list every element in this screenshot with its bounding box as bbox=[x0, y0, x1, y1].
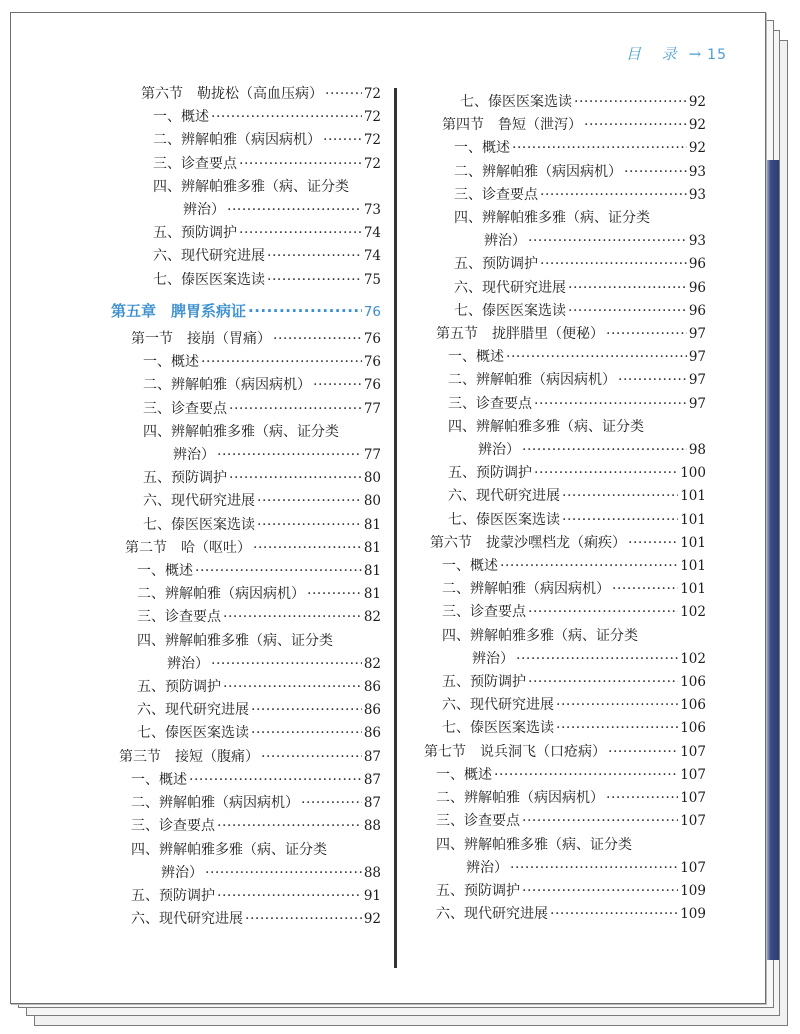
dot-leader bbox=[261, 746, 362, 769]
toc-subsection-entry bbox=[416, 485, 706, 508]
toc-entry-page: 93 bbox=[688, 233, 706, 250]
toc-entry-page: 98 bbox=[688, 442, 706, 459]
toc-subsection-entry bbox=[416, 764, 706, 787]
dot-leader bbox=[217, 444, 362, 467]
toc-subsection-entry bbox=[416, 207, 706, 230]
dot-leader bbox=[229, 398, 362, 421]
toc-section-entry bbox=[416, 532, 706, 555]
toc-subsection-entry bbox=[111, 421, 381, 444]
toc-entry-title: 二、辨解帕雅（病因病机） bbox=[153, 132, 321, 149]
toc-entry-page: 82 bbox=[363, 655, 381, 672]
toc-entry-page: 80 bbox=[363, 470, 381, 487]
toc-subsection-entry bbox=[416, 346, 706, 369]
toc-entry-page: 102 bbox=[680, 650, 706, 667]
toc-entry-title: 三、诊查要点 bbox=[131, 818, 215, 835]
toc-subsection-entry bbox=[111, 583, 381, 606]
toc-entry-page: 86 bbox=[363, 725, 381, 742]
toc-subsection-entry bbox=[416, 230, 706, 253]
toc-entry-title: 辨治） bbox=[478, 442, 520, 459]
toc-entry-page: 106 bbox=[680, 720, 706, 737]
toc-entry-title: 七、傣医医案选读 bbox=[448, 511, 560, 528]
toc-entry-page: 92 bbox=[688, 117, 706, 134]
dot-leader bbox=[251, 722, 362, 745]
dot-leader bbox=[500, 555, 678, 578]
toc-entry-title: 二、辨解帕雅（病因病机） bbox=[442, 581, 610, 598]
toc-subsection-entry bbox=[111, 199, 381, 222]
toc-entry-title: 二、辨解帕雅（病因病机） bbox=[131, 795, 299, 812]
toc-entry-title: 四、辨解帕雅多雅（病、证分类 bbox=[131, 841, 327, 858]
toc-subsection-entry bbox=[416, 648, 706, 671]
toc-entry-page: 93 bbox=[688, 163, 706, 180]
toc-entry-title: 一、概述 bbox=[153, 109, 209, 126]
dot-leader bbox=[628, 532, 678, 555]
dot-leader bbox=[494, 764, 678, 787]
toc-entry-page: 80 bbox=[363, 493, 381, 510]
dot-leader bbox=[273, 328, 362, 351]
toc-left-column bbox=[111, 83, 381, 931]
dot-leader bbox=[239, 222, 362, 245]
toc-entry-page: 101 bbox=[680, 558, 706, 575]
toc-subsection-entry bbox=[111, 245, 381, 268]
dot-leader bbox=[550, 903, 678, 926]
toc-entry-title: 二、辨解帕雅（病因病机） bbox=[454, 163, 622, 180]
dot-leader bbox=[534, 393, 687, 416]
toc-subsection-entry bbox=[416, 416, 706, 439]
toc-subsection-entry bbox=[111, 222, 381, 245]
toc-entry-title: 二、辨解帕雅（病因病机） bbox=[143, 377, 311, 394]
dot-leader bbox=[534, 462, 678, 485]
toc-entry-title: 一、概述 bbox=[143, 354, 199, 371]
toc-section-entry bbox=[416, 114, 706, 137]
toc-entry-page: 81 bbox=[363, 586, 381, 603]
toc-entry-page: 96 bbox=[688, 256, 706, 273]
toc-page bbox=[10, 12, 766, 1004]
toc-subsection-entry bbox=[111, 676, 381, 699]
toc-subsection-entry bbox=[416, 300, 706, 323]
dot-leader bbox=[510, 857, 678, 880]
toc-entry-page: 82 bbox=[363, 609, 381, 626]
toc-subsection-entry bbox=[416, 369, 706, 392]
toc-subsection-entry bbox=[416, 184, 706, 207]
toc-entry-title: 第一节 接崩（胃痛） bbox=[131, 331, 271, 348]
toc-subsection-entry bbox=[416, 509, 706, 532]
toc-entry-title: 六、现代研究进展 bbox=[454, 279, 566, 296]
toc-entry-title: 三、诊查要点 bbox=[448, 395, 532, 412]
toc-entry-page: 77 bbox=[363, 400, 381, 417]
toc-entry-title: 六、现代研究进展 bbox=[143, 493, 255, 510]
toc-entry-title: 五、预防调护 bbox=[436, 882, 520, 899]
toc-entry-page: 106 bbox=[680, 674, 706, 691]
dot-leader bbox=[612, 578, 678, 601]
toc-entry-page: 109 bbox=[680, 882, 706, 899]
toc-entry-title: 一、概述 bbox=[436, 766, 492, 783]
header-title: 目 录 bbox=[625, 45, 685, 63]
toc-entry-page: 109 bbox=[680, 906, 706, 923]
toc-subsection-entry bbox=[111, 106, 381, 129]
toc-entry-page: 97 bbox=[688, 395, 706, 412]
toc-subsection-entry bbox=[111, 862, 381, 885]
toc-section-entry bbox=[111, 537, 381, 560]
toc-entry-page: 97 bbox=[688, 372, 706, 389]
toc-entry-title: 五、预防调护 bbox=[143, 470, 227, 487]
dot-leader bbox=[522, 439, 687, 462]
toc-entry-title: 一、概述 bbox=[131, 771, 187, 788]
arrow-right-icon: → bbox=[688, 45, 704, 63]
toc-entry-page: 86 bbox=[363, 702, 381, 719]
toc-entry-title: 辨治） bbox=[466, 859, 508, 876]
toc-entry-page: 72 bbox=[363, 155, 381, 172]
toc-entry-title: 七、傣医医案选读 bbox=[454, 302, 566, 319]
toc-entry-title: 六、现代研究进展 bbox=[442, 697, 554, 714]
toc-subsection-entry bbox=[111, 153, 381, 176]
dot-leader bbox=[540, 253, 687, 276]
toc-subsection-entry bbox=[111, 176, 381, 199]
toc-subsection-entry bbox=[416, 787, 706, 810]
dot-leader bbox=[205, 862, 362, 885]
toc-subsection-entry bbox=[416, 253, 706, 276]
dot-leader bbox=[229, 467, 362, 490]
toc-entry-title: 六、现代研究进展 bbox=[137, 702, 249, 719]
dot-leader bbox=[528, 671, 678, 694]
dot-leader bbox=[211, 653, 362, 676]
toc-subsection-entry bbox=[111, 839, 381, 862]
toc-entry-page: 73 bbox=[363, 202, 381, 219]
toc-entry-title: 第二节 哈（呕吐） bbox=[125, 539, 251, 556]
toc-subsection-entry bbox=[111, 630, 381, 653]
toc-entry-page: 87 bbox=[363, 795, 381, 812]
toc-subsection-entry bbox=[416, 903, 706, 926]
toc-subsection-entry bbox=[416, 880, 706, 903]
dot-leader bbox=[245, 908, 362, 931]
running-header bbox=[626, 43, 727, 64]
dot-leader bbox=[211, 106, 362, 129]
toc-entry-title: 四、辨解帕雅多雅（病、证分类 bbox=[436, 836, 632, 853]
toc-entry-page: 102 bbox=[680, 604, 706, 621]
toc-subsection-entry bbox=[416, 601, 706, 624]
toc-entry-title: 一、概述 bbox=[448, 349, 504, 366]
toc-entry-page: 76 bbox=[363, 377, 381, 394]
toc-entry-title: 六、现代研究进展 bbox=[153, 248, 265, 265]
toc-entry-page: 76 bbox=[363, 303, 381, 320]
toc-entry-title: 二、辨解帕雅（病因病机） bbox=[436, 790, 604, 807]
dot-leader bbox=[522, 880, 678, 903]
toc-subsection-entry bbox=[416, 717, 706, 740]
toc-entry-page: 107 bbox=[680, 743, 706, 760]
dot-leader bbox=[562, 485, 678, 508]
toc-entry-title: 四、辨解帕雅多雅（病、证分类 bbox=[143, 423, 339, 440]
dot-leader bbox=[267, 245, 362, 268]
toc-entry-title: 七、傣医医案选读 bbox=[460, 94, 572, 110]
dot-leader bbox=[522, 810, 678, 833]
toc-entry-title: 二、辨解帕雅（病因病机） bbox=[137, 586, 305, 603]
dot-leader bbox=[556, 717, 678, 740]
toc-entry-title: 四、辨解帕雅多雅（病、证分类 bbox=[153, 178, 349, 195]
toc-subsection-entry bbox=[416, 625, 706, 648]
toc-entry-title: 第六节 拢蒙沙嘿档龙（痢疾） bbox=[430, 534, 626, 551]
toc-entry-title: 六、现代研究进展 bbox=[131, 911, 243, 928]
toc-subsection-entry bbox=[416, 671, 706, 694]
toc-entry-title: 辨治） bbox=[167, 655, 209, 672]
toc-subsection-entry bbox=[111, 398, 381, 421]
toc-entry-page: 72 bbox=[363, 132, 381, 149]
toc-entry-page: 92 bbox=[363, 911, 381, 928]
toc-entry-page: 88 bbox=[363, 864, 381, 881]
toc-subsection-entry bbox=[111, 129, 381, 152]
toc-subsection-entry bbox=[416, 462, 706, 485]
toc-entry-page: 107 bbox=[680, 859, 706, 876]
toc-entry-page: 87 bbox=[363, 748, 381, 765]
toc-subsection-entry bbox=[111, 514, 381, 537]
toc-right-column bbox=[416, 91, 706, 926]
toc-entry-title: 第五节 拢胖腊里（便秘） bbox=[436, 326, 604, 343]
toc-entry-page: 96 bbox=[688, 279, 706, 296]
toc-subsection-entry bbox=[416, 393, 706, 416]
column-divider bbox=[394, 88, 397, 968]
toc-subsection-entry bbox=[416, 810, 706, 833]
toc-subsection-entry bbox=[111, 769, 381, 792]
toc-subsection-entry bbox=[111, 792, 381, 815]
dot-leader bbox=[313, 374, 362, 397]
page-number: 15 bbox=[707, 47, 727, 63]
toc-entry-title: 五、预防调护 bbox=[454, 256, 538, 273]
toc-entry-title: 三、诊查要点 bbox=[454, 186, 538, 203]
toc-entry-page: 72 bbox=[363, 86, 381, 102]
toc-entry-page: 93 bbox=[688, 186, 706, 203]
toc-entry-page: 77 bbox=[363, 447, 381, 464]
toc-subsection-entry bbox=[111, 908, 381, 931]
toc-entry-title: 五、预防调护 bbox=[448, 465, 532, 482]
toc-section-entry bbox=[416, 741, 706, 764]
toc-entry-title: 七、傣医医案选读 bbox=[137, 725, 249, 742]
toc-entry-title: 辨治） bbox=[472, 650, 514, 667]
toc-entry-page: 100 bbox=[680, 465, 706, 482]
dot-leader bbox=[323, 129, 362, 152]
toc-entry-page: 101 bbox=[680, 581, 706, 598]
toc-entry-page: 81 bbox=[363, 539, 381, 556]
dot-leader bbox=[528, 601, 678, 624]
toc-subsection-entry bbox=[111, 653, 381, 676]
dot-leader bbox=[257, 490, 362, 513]
toc-entry-title: 三、诊查要点 bbox=[137, 609, 221, 626]
toc-subsection-entry bbox=[111, 374, 381, 397]
toc-entry-page: 101 bbox=[680, 511, 706, 528]
toc-entry-title: 三、诊查要点 bbox=[153, 155, 237, 172]
toc-section-entry bbox=[111, 328, 381, 351]
toc-entry-page: 86 bbox=[363, 679, 381, 696]
dot-leader bbox=[201, 351, 362, 374]
dot-leader bbox=[239, 153, 362, 176]
toc-entry-page: 87 bbox=[363, 771, 381, 788]
toc-entry-page: 76 bbox=[363, 354, 381, 371]
toc-subsection-entry bbox=[111, 560, 381, 583]
toc-entry-title: 七、傣医医案选读 bbox=[153, 271, 265, 288]
dot-leader bbox=[556, 694, 678, 717]
toc-entry-title: 七、傣医医案选读 bbox=[143, 516, 255, 533]
toc-entry-title: 七、傣医医案选读 bbox=[442, 720, 554, 737]
dot-leader bbox=[512, 137, 687, 160]
toc-subsection-entry bbox=[416, 137, 706, 160]
toc-subsection-entry bbox=[111, 467, 381, 490]
toc-subsection-entry bbox=[416, 91, 706, 114]
toc-subsection-entry bbox=[416, 578, 706, 601]
dot-leader bbox=[606, 787, 678, 810]
toc-subsection-entry bbox=[416, 439, 706, 462]
toc-entry-title: 第三节 接短（腹痛） bbox=[119, 748, 259, 765]
dot-leader bbox=[618, 369, 687, 392]
toc-entry-title: 辨治） bbox=[161, 864, 203, 881]
toc-entry-title: 第六节 勒拢松（高血压病） bbox=[141, 86, 323, 102]
dot-leader bbox=[248, 300, 362, 323]
toc-chapter-entry bbox=[111, 292, 381, 328]
toc-entry-title: 四、辨解帕雅多雅（病、证分类 bbox=[448, 418, 644, 435]
toc-subsection-entry bbox=[111, 885, 381, 908]
dot-leader bbox=[257, 514, 362, 537]
toc-subsection-entry bbox=[111, 606, 381, 629]
toc-entry-page: 97 bbox=[688, 326, 706, 343]
dot-leader bbox=[608, 741, 678, 764]
toc-subsection-entry bbox=[111, 815, 381, 838]
toc-entry-title: 辨治） bbox=[173, 447, 215, 464]
toc-section-entry bbox=[111, 83, 381, 106]
dot-leader bbox=[584, 114, 687, 137]
dot-leader bbox=[251, 699, 362, 722]
dot-leader bbox=[568, 277, 687, 300]
toc-entry-title: 第七节 说兵洞飞（口疮病） bbox=[424, 743, 606, 760]
dot-leader bbox=[253, 537, 362, 560]
toc-entry-page: 74 bbox=[363, 225, 381, 242]
toc-subsection-entry bbox=[416, 277, 706, 300]
toc-entry-page: 107 bbox=[680, 813, 706, 830]
toc-entry-page: 76 bbox=[363, 331, 381, 348]
toc-subsection-entry bbox=[111, 269, 381, 292]
dot-leader bbox=[516, 648, 678, 671]
dot-leader bbox=[267, 269, 362, 292]
dot-leader bbox=[562, 509, 678, 532]
dot-leader bbox=[223, 676, 362, 699]
toc-entry-title: 辨治） bbox=[183, 202, 225, 219]
toc-entry-title: 五、预防调护 bbox=[137, 679, 221, 696]
dot-leader bbox=[574, 91, 687, 114]
toc-entry-page: 74 bbox=[363, 248, 381, 265]
toc-subsection-entry bbox=[416, 857, 706, 880]
toc-subsection-entry bbox=[111, 351, 381, 374]
toc-subsection-entry bbox=[416, 834, 706, 857]
toc-entry-page: 96 bbox=[688, 302, 706, 319]
toc-entry-page: 107 bbox=[680, 766, 706, 783]
toc-subsection-entry bbox=[111, 722, 381, 745]
toc-entry-title: 五、预防调护 bbox=[131, 887, 215, 904]
toc-entry-page: 101 bbox=[680, 488, 706, 505]
toc-entry-title: 第五章 脾胃系病证 bbox=[111, 301, 247, 320]
toc-subsection-entry bbox=[416, 161, 706, 184]
toc-entry-page: 88 bbox=[363, 818, 381, 835]
toc-subsection-entry bbox=[111, 444, 381, 467]
toc-entry-title: 二、辨解帕雅（病因病机） bbox=[448, 372, 616, 389]
toc-entry-title: 辨治） bbox=[484, 233, 526, 250]
dot-leader bbox=[506, 346, 687, 369]
toc-entry-title: 一、概述 bbox=[442, 558, 498, 575]
toc-entry-page: 91 bbox=[363, 887, 381, 904]
toc-entry-title: 三、诊查要点 bbox=[442, 604, 526, 621]
dot-leader bbox=[325, 83, 362, 106]
toc-entry-title: 四、辨解帕雅多雅（病、证分类 bbox=[454, 210, 650, 227]
dot-leader bbox=[307, 583, 362, 606]
toc-subsection-entry bbox=[416, 555, 706, 578]
dot-leader bbox=[217, 885, 362, 908]
dot-leader bbox=[528, 230, 687, 253]
toc-entry-title: 第四节 鲁短（泄泻） bbox=[442, 117, 582, 134]
toc-entry-page: 97 bbox=[688, 349, 706, 366]
toc-entry-page: 75 bbox=[363, 271, 381, 288]
toc-section-entry bbox=[416, 323, 706, 346]
toc-subsection-entry bbox=[111, 490, 381, 513]
toc-entry-title: 四、辨解帕雅多雅（病、证分类 bbox=[137, 632, 333, 649]
toc-entry-page: 92 bbox=[688, 140, 706, 157]
toc-subsection-entry bbox=[416, 694, 706, 717]
dot-leader bbox=[540, 184, 687, 207]
dot-leader bbox=[195, 560, 362, 583]
toc-entry-title: 四、辨解帕雅多雅（病、证分类 bbox=[442, 627, 638, 644]
dot-leader bbox=[227, 199, 362, 222]
toc-entry-page: 81 bbox=[363, 516, 381, 533]
dot-leader bbox=[606, 323, 687, 346]
toc-entry-title: 五、预防调护 bbox=[153, 225, 237, 242]
toc-entry-title: 六、现代研究进展 bbox=[448, 488, 560, 505]
toc-entry-page: 92 bbox=[688, 94, 706, 110]
toc-entry-page: 72 bbox=[363, 109, 381, 126]
toc-entry-page: 101 bbox=[680, 534, 706, 551]
book-edge-strip bbox=[765, 160, 779, 960]
toc-entry-title: 五、预防调护 bbox=[442, 674, 526, 691]
toc-entry-title: 一、概述 bbox=[137, 563, 193, 580]
dot-leader bbox=[217, 815, 362, 838]
toc-entry-title: 六、现代研究进展 bbox=[436, 906, 548, 923]
toc-section-entry bbox=[111, 746, 381, 769]
dot-leader bbox=[223, 606, 362, 629]
toc-entry-title: 三、诊查要点 bbox=[436, 813, 520, 830]
dot-leader bbox=[624, 161, 687, 184]
dot-leader bbox=[189, 769, 362, 792]
toc-entry-title: 一、概述 bbox=[454, 140, 510, 157]
dot-leader bbox=[301, 792, 362, 815]
toc-subsection-entry bbox=[111, 699, 381, 722]
toc-entry-page: 106 bbox=[680, 697, 706, 714]
toc-entry-page: 107 bbox=[680, 790, 706, 807]
toc-entry-page: 81 bbox=[363, 563, 381, 580]
dot-leader bbox=[568, 300, 687, 323]
toc-entry-title: 三、诊查要点 bbox=[143, 400, 227, 417]
